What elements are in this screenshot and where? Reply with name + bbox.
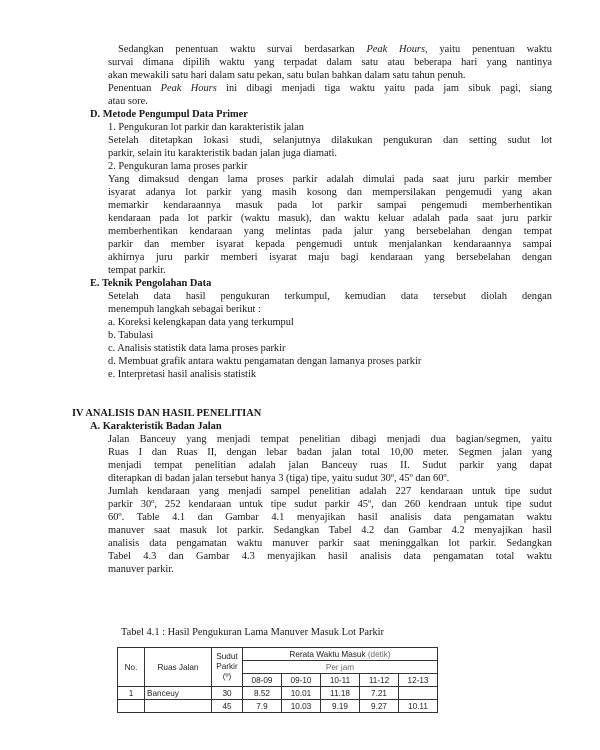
text-line: parkir dan member isyarat kepada pengemudi untuk menjalankan kendaraannya sampai <box>108 239 552 250</box>
text-line: menjadi tempat penelitian adalah jalan Banceuy ruas II. Sudut parkir yang dapat <box>108 460 552 471</box>
text-line: parkir, selain itu karakteristik badan jalan juga diamati. <box>108 148 337 159</box>
text-line: e. Interpretasi hasil analisis statistik <box>108 369 257 380</box>
cell-value: 10.01 <box>282 687 321 700</box>
text-line: Setelah ditetapkan lokasi studi, selanjutnya dilakukan pengukuran dan setting sudut lot <box>108 135 552 146</box>
cell-value: 10.03 <box>282 700 321 713</box>
cell-ruas <box>145 700 212 713</box>
header-unit: (detik) <box>367 649 391 659</box>
section-heading: E. Teknik Pengolahan Data <box>90 278 212 289</box>
text-line: isyarat adanya lot parkir yang masih kosong dan mempersilakan pengemudi yang akan <box>108 187 552 198</box>
cell-ruas: Banceuy <box>145 687 212 700</box>
table-caption: Tabel 4.1 : Hasil Pengukuran Lama Manuver Masuk Lot Parkir <box>121 627 385 638</box>
cell-value: 7.9 <box>243 700 282 713</box>
text-line: atau sore. <box>108 96 148 107</box>
cell-sudut: 45 <box>212 700 243 713</box>
text-line: manuver parkir. <box>108 564 174 575</box>
text-line: tempat parkir. <box>108 265 166 276</box>
text-line: Setelah data hasil pengukuran terkumpul, kemudian data tersebut diolah dengan <box>108 291 552 302</box>
text-line: memarkir kendaraannya masuk pada lot parkir sampai pengemudi memberhentikan <box>108 200 552 211</box>
header-no: No. <box>118 648 145 687</box>
header-hour: 10-11 <box>321 674 360 687</box>
cell-no: 1 <box>118 687 145 700</box>
text-line: Ruas I dan Ruas II, dengan lebar badan jalan total 10,00 meter. Segmen jalan yang <box>108 447 552 458</box>
text-line: c. Analisis statistik data lama proses parkir <box>108 343 286 354</box>
text-line: manuver saat masuk lot parkir. Sedangkan Tabel 4.2 dan Gambar 4.2 menyajikan hasil <box>108 525 552 536</box>
header-sudut-parkir: Sudut Parkir (º) <box>212 648 243 687</box>
text-line: parkir 30º, 252 kendaraan untuk tipe sudut parkir 45º, dan 260 kendraan untuk tipe sudut <box>108 499 552 510</box>
text-line: Jalan Banceuy yang menjadi tempat penelitian dibagi menjadi dua bagian/segmen, yaitu <box>108 434 552 445</box>
text-line: survai dimana dipilih waktu yang terpadat dalam satu atau beberapa hari yang nantinya <box>108 57 552 68</box>
table-row <box>118 700 438 713</box>
parking-time-table <box>117 647 438 713</box>
section-heading: A. Karakteristik Badan Jalan <box>90 421 222 432</box>
text-line: diterapkan di badan jalan tersebut hanya 3 (tiga) tipe, yaitu sudut 30º, 45º dan 60º. <box>108 473 450 484</box>
text-line: b. Tabulasi <box>108 330 154 341</box>
text-line: Penentuan Peak Hours ini dibagi menjadi tiga waktu yaitu pada jam sibuk pagi, siang <box>108 83 552 94</box>
cell-sudut: 30 <box>212 687 243 700</box>
section-heading: D. Metode Pengumpul Data Primer <box>90 109 248 120</box>
cell-value: 11.18 <box>321 687 360 700</box>
text-line: 60º. Table 4.1 dan Gambar 4.1 menyajikan hasil analisis data pengamatan waktu <box>108 512 552 523</box>
text-line: a. Koreksi kelengkapan data yang terkumpul <box>108 317 294 328</box>
text-line: analisis data pengamatan waktu manuver parkir saat meninggalkan lot parkir. Sedangkan <box>108 538 552 549</box>
section-heading: IV ANALISIS DAN HASIL PENELITIAN <box>72 408 262 419</box>
header-rerata-label: Rerata Waktu Masuk <box>289 649 366 659</box>
text-line: 2. Pengukuran lama proses parkir <box>108 161 248 172</box>
text-line: memberhentikan kendaraan yang melintas pada jalur yang bersebelahan dengan tempat <box>108 226 552 237</box>
text-line: akhirnya juru parkir memberi isyarat maju bagi kendaraan yang bersebelahan dengan <box>108 252 552 263</box>
text-line: Yang dimaksud dengan lama proses parkir adalah dimulai pada saat juru parkir member <box>108 174 552 185</box>
text-line: Jumlah kendaraan yang menjadi sampel penelitian adalah 227 kendaraan untuk tipe sudut <box>108 486 552 497</box>
cell-value: 10.11 <box>399 700 438 713</box>
cell-value: 9.19 <box>321 700 360 713</box>
text-line: kendaraan pada lot parkir (waktu masuk), dan waktu keluar adalah pada saat juru parkir <box>108 213 552 224</box>
header-hour: 12-13 <box>399 674 438 687</box>
header-hour: 09-10 <box>282 674 321 687</box>
text-line: 1. Pengukuran lot parkir dan karakteristik jalan <box>108 122 304 133</box>
cell-value: 7.21 <box>360 687 399 700</box>
text-line: akan mewakili satu hari dalam satu pekan, satu bulan bahkan dalam satu tahun penuh. <box>108 70 466 81</box>
header-hour: 08-09 <box>243 674 282 687</box>
header-ruas-jalan: Ruas Jalan <box>145 648 212 687</box>
text-line: Tabel 4.3 dan Gambar 4.3 menyajikan hasil analisis data pengamatan total waktu <box>108 551 552 562</box>
cell-no <box>118 700 145 713</box>
text-line: menempuh langkah sebagai berikut : <box>108 304 261 315</box>
header-rerata <box>243 648 438 661</box>
text-line: Sedangkan penentuan waktu survai berdasarkan Peak Hours, yaitu penentuan waktu <box>118 44 552 55</box>
cell-value: 9.27 <box>360 700 399 713</box>
cell-value: 8.52 <box>243 687 282 700</box>
cell-value <box>399 687 438 700</box>
table-row <box>118 687 438 700</box>
header-per-jam: Per jam <box>243 661 438 674</box>
header-hour: 11-12 <box>360 674 399 687</box>
text-line: d. Membuat grafik antara waktu pengamatan dengan lamanya proses parkir <box>108 356 422 367</box>
